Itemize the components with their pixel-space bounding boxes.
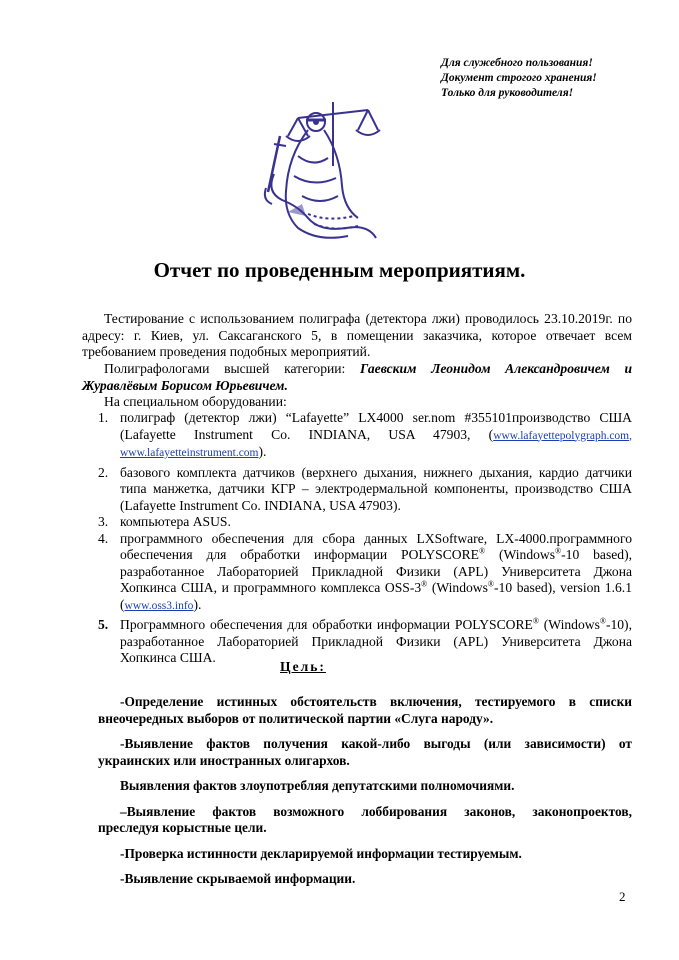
- equipment-item-number: 2.: [98, 464, 109, 480]
- goal-item: [98, 804, 632, 837]
- equipment-item-text: Программного обеспечения для обработки информации POLYSCORE: [120, 617, 533, 632]
- examiners-names-line-2: Журавлёвым Борисом Юрьевичем.: [82, 377, 288, 393]
- equipment-item-3: [82, 514, 632, 531]
- equipment-item-text: -10 based), version 1.6.1 (: [120, 580, 632, 612]
- equipment-item-text: -10), разработанное Лабораторией Прикладной Физики (APL) Университета Джона Хопкинса США.: [120, 617, 632, 665]
- equipment-list: [82, 410, 632, 667]
- intro-line-3: требованием проведения подобных мероприятий.: [82, 344, 371, 359]
- equipment-item-number: 4.: [98, 530, 109, 546]
- equipment-item-number: 5.: [98, 617, 109, 632]
- registered-mark: ®: [555, 546, 562, 556]
- equipment-item-number: 1.: [98, 410, 109, 425]
- goal-item-rest: преследуя корыстные цели.: [98, 820, 267, 835]
- equipment-item-text: полиграф (детектор лжи) “Lafayette” LX4000 ser.nom #355101производство США (Lafayette Instrument Co. INDIANA, USA 47903, (: [120, 410, 632, 442]
- examiners-names-line-1: Гаевским Леонидом Александровичем и: [360, 361, 633, 376]
- goal-item-first-line: Выявления фактов злоупотребляя депутатскими полномочиями.: [120, 778, 515, 793]
- equipment-item-number: 3.: [98, 514, 109, 529]
- confidentiality-stamp: [441, 56, 671, 101]
- goal-item: [98, 846, 632, 863]
- intro-paragraph: [82, 311, 632, 361]
- equipment-item-1: [82, 410, 632, 462]
- lafayette-polygraph-link[interactable]: www.lafayettepolygraph.com,: [493, 429, 632, 442]
- goal-item: [98, 778, 632, 795]
- stamp-line-3: Только для руководителя!: [441, 87, 574, 99]
- page-title: Отчет по проведенным мероприятиям.: [153, 258, 526, 282]
- equipment-item-text: компьютера ASUS.: [120, 514, 231, 529]
- goals-list: [98, 694, 632, 897]
- stamp-line-2: Документ строгого хранения!: [441, 72, 597, 84]
- lady-justice-emblem-icon: [258, 96, 388, 244]
- goal-item-rest: украинских или иностранных олигархов.: [98, 752, 350, 768]
- goal-item: [98, 871, 632, 888]
- equipment-item-text: -10 based), разработанное Лабораторией Прикладной Физики (APL) Университета Джона Хопкинса США, и программного комплекса OSS-3: [120, 547, 632, 595]
- registered-mark: ®: [421, 579, 428, 589]
- examiners-paragraph: [82, 361, 632, 394]
- goals-heading: Цель:: [280, 659, 326, 674]
- equipment-item-5: [82, 617, 632, 667]
- goal-item-first-line: -Проверка истинности декларируемой информации тестируемым.: [120, 845, 522, 861]
- equipment-item-text: (Windows: [538, 617, 600, 632]
- equipment-intro: На специальном оборудовании:: [104, 394, 287, 409]
- registered-mark: ®: [487, 579, 494, 589]
- registered-mark: ®: [599, 616, 606, 626]
- goal-item-first-line: -Выявление скрываемой информации.: [120, 871, 356, 886]
- equipment-item-2: [82, 465, 632, 515]
- equipment-item-text: (Windows: [427, 580, 488, 595]
- registered-mark: ®: [532, 616, 539, 626]
- page-number: 2: [619, 889, 626, 904]
- stamp-line-1: Для служебного пользования!: [441, 57, 593, 69]
- equipment-item-4: [82, 531, 632, 615]
- goal-item: [98, 736, 632, 769]
- intro-line-1: Тестирование с использованием полиграфа (детектора лжи) проводилось 23.10.2019г. по: [104, 311, 632, 326]
- oss3-link[interactable]: www.oss3.info: [124, 599, 194, 612]
- registered-mark: ®: [479, 546, 486, 556]
- goal-item-first-line: –Выявление фактов возможного лоббирования законов, законопроектов,: [120, 803, 632, 819]
- goal-item: [98, 694, 632, 727]
- equipment-item-tail: ).: [258, 444, 267, 459]
- intro-line-2: адресу: г. Киев, ул. Саксаганского 5, в помещении заказчика, которое отвечает всем: [82, 327, 632, 343]
- lafayette-instrument-link[interactable]: www.lafayetteinstrument.com: [120, 447, 259, 459]
- goal-item-rest: внеочередных выборов от политической партии «Слуга народу».: [98, 710, 494, 726]
- examiners-label: Полиграфологами высшей категории:: [104, 361, 346, 376]
- equipment-item-text: программного обеспечения для сбора данных LXSoftware, LX-4000.программного обеспечения для обработки информации POLYSCORE: [120, 530, 632, 562]
- goal-item-first-line: -Выявление фактов получения какой-либо выгоды (или зависимости) от: [120, 736, 632, 751]
- equipment-item-text: базового комплекта датчиков (верхнего дыхания, нижнего дыхания, кардио датчики типа манжетка, датчики КГР – электродермальной компоненты, производство США (Lafayette Instrument Co. INDIANA, USA 47903).: [120, 464, 632, 513]
- goal-item-first-line: -Определение истинных обстоятельств включения, тестируемого в списки: [120, 694, 632, 709]
- equipment-item-tail: ).: [193, 596, 202, 612]
- equipment-item-text: (Windows: [485, 547, 556, 562]
